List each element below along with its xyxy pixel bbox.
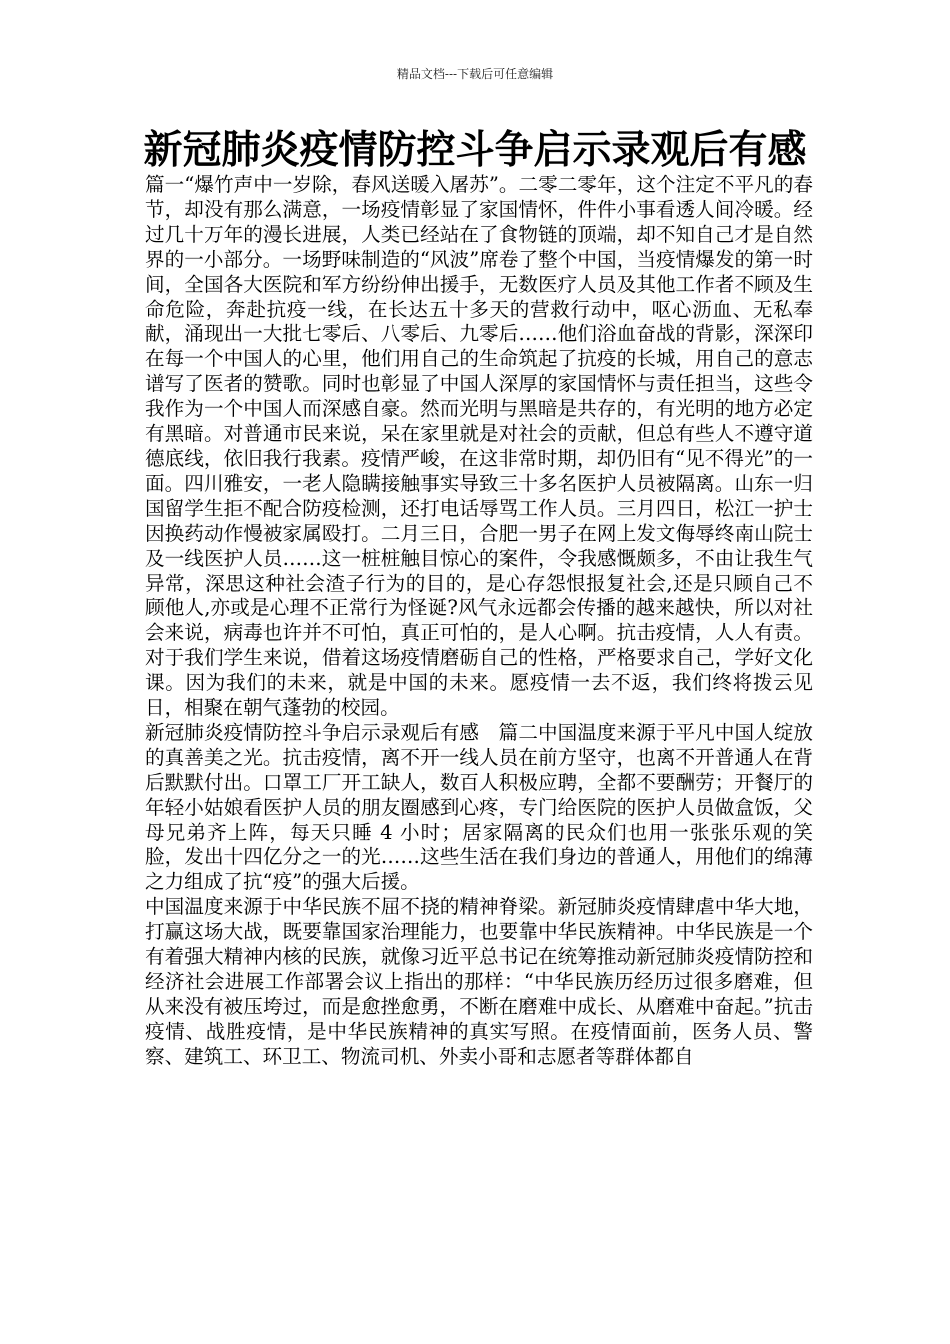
document-title: 新冠肺炎疫情防控斗争启示录观后有感 [143, 128, 807, 173]
paragraph-2: 新冠肺炎疫情防控斗争启示录观后有感 篇二中国温度来源于平凡中国人绽放的真善美之光。抗击疫情，离不开一线人员在前方坚守，也离不开普通人在背后默默付出。口罩工厂开工缺人，数百人积极应聘，全都不要酬劳；开餐厅的年轻小姑娘看医护人员的朋友圈感到心疼，专门给医院的医护人员做盒饭，父母兄弟齐上阵，每天只睡 4 小时；居家隔离的民众们也用一张张乐观的笑脸，发出十四亿分之一的光……这些生活在我们身边的普通人，用他们的绵薄之力组成了抗“疫”的强大后援。 [145, 720, 813, 894]
paragraph-3: 中国温度来源于中华民族不屈不挠的精神脊梁。新冠肺炎疫情肆虐中华大地，打赢这场大战，既要靠国家治理能力，也要靠中华民族精神。中华民族是一个有着强大精神内核的民族，就像习近平总书记在统筹推动新冠肺炎疫情防控和经济社会进展工作部署会议上指出的那样：“中华民族历经历过很多磨难，但从来没有被压垮过，而是愈挫愈勇，不断在磨难中成长、从磨难中奋起。”抗击疫情、战胜疫情，是中华民族精神的真实写照。在疫情面前，医务人员、警察、建筑工、环卫工、物流司机、外卖小哥和志愿者等群体都自 [145, 895, 813, 1068]
document-body [145, 173, 813, 1070]
paragraph-1: 篇一“爆竹声中一岁除，春风送暖入屠苏”。二零二零年，这个注定不平凡的春节，却没有那么满意，一场疫情彰显了家国情怀，件件小事看透人间冷暖。经过几十万年的漫长进展，人类已经站在了食物链的顶端，却不知自己才是自然界的一小部分。一场野味制造的“风波”席卷了整个中国，当疫情爆发的第一时间，全国各大医院和军方纷纷伸出援手，无数医疗人员及其他工作者不顾及生命危险，奔赴抗疫一线，在长达五十多天的营救行动中，呕心沥血、无私奉献，涌现出一大批七零后、八零后、九零后……他们浴血奋战的背影，深深印在每一个中国人的心里，他们用自己的生命筑起了抗疫的长城，用自己的意志谱写了医者的赞歌。同时也彰显了中国人深厚的家国情怀与责任担当，这些令我作为一个中国人而深感自豪。然而光明与黑暗是共存的，有光明的地方必定有黑暗。对普通市民来说，呆在家里就是对社会的贡献，但总有些人不遵守道德底线，依旧我行我素。疫情严峻，在这非常时期，却仍旧有“见不得光”的一面。四川雅安，一老人隐瞒接触事实导致三十多名医护人员被隔离。山东一归国留学生拒不配合防疫检测，还打电话辱骂工作人员。三月四日，松江一护士因换药动作慢被家属殴打。二月三日，合肥一男子在网上发文侮辱终南山院士及一线医护人员……这一桩桩触目惊心的案件，令我感慨颇多，不由让我生气异常，深思这种社会渣子行为的目的，是心存怨恨报复社会,还是只顾自己不顾他人,亦或是心理不正常行为怪诞?风气永远都会传播的越来越快，所以对社会来说，病毒也许并不可怕，真正可怕的，是人心啊。抗击疫情，人人有责。对于我们学生来说，借着这场疫情磨砺自己的性格，严格要求自己，学好文化课。因为我们的未来，就是中国的未来。愿疫情一去不返，我们终将拨云见日，相聚在朝气蓬勃的校园。 [145, 173, 813, 720]
page-header: 精品文档---下载后可任意编辑 [396, 67, 554, 81]
